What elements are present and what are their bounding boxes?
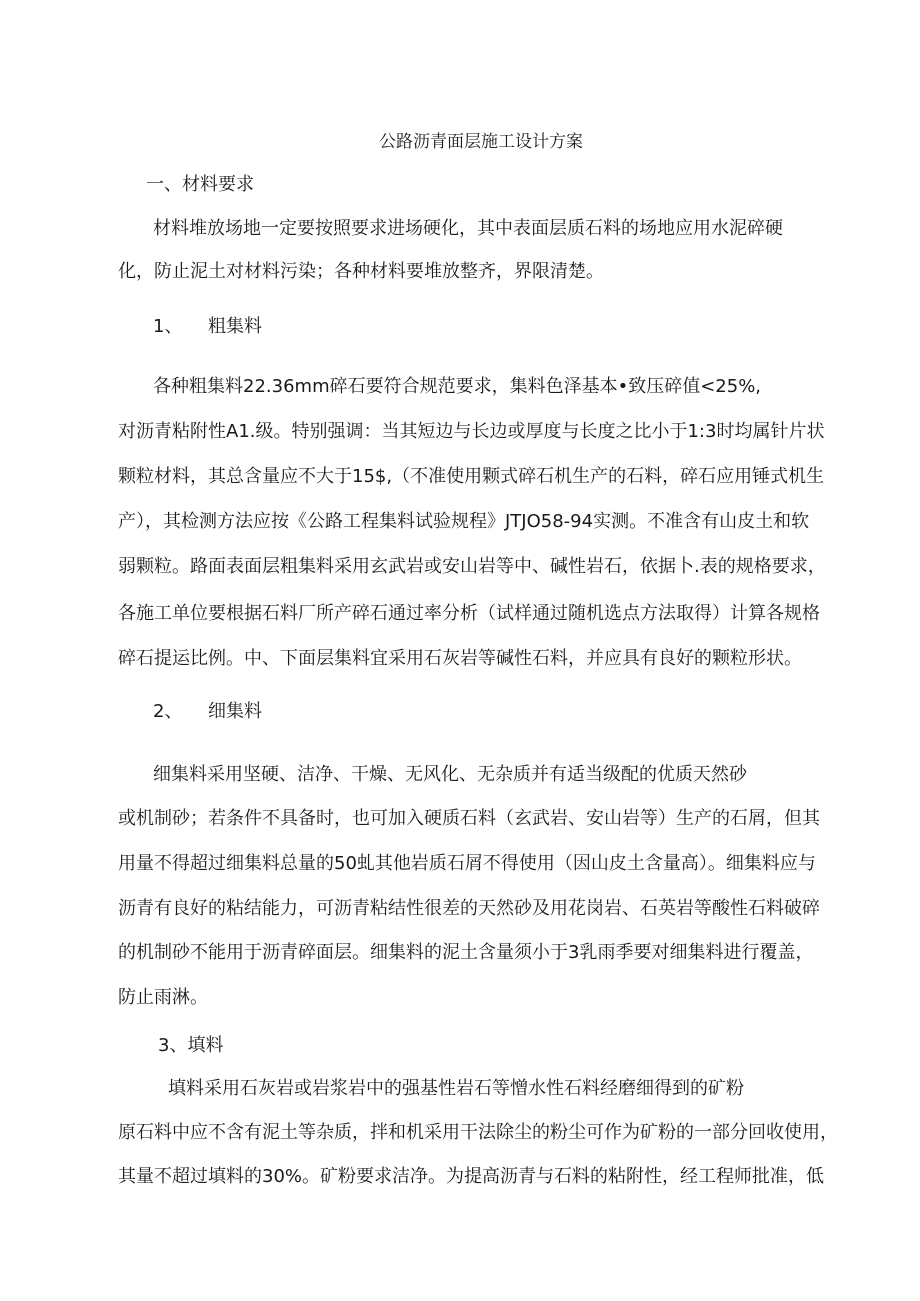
paragraph-line: 颗粒材料，其总含量应不大于15$,（不准使用颗式碎石机生产的石料，碎石应用锤式机生 [118,466,825,487]
paragraph-line: 填料采用石灰岩或岩浆岩中的强基性岩石等憎水性石料经磨细得到的矿粉 [168,1078,744,1099]
paragraph-line: 沥青有良好的粘结能力，可沥青粘结性很差的天然砂及用花岗岩、石英岩等酸性石料破碎 [118,898,820,919]
paragraph-line: 原石料中应不含有泥土等杂质，拌和机采用干法除尘的粉尘可作为矿粉的一部分回收使用， [118,1122,838,1143]
paragraph-line: 对沥青粘附性A1.级。特别强调：当其短边与长边或厚度与长度之比小于1:3时均属针片状 [118,421,825,442]
paragraph-line: 各种粗集料22.36mm碎石要符合规范要求，集料色泽基本•致压碎值<25%, [153,376,762,397]
page-title: 公路沥青面层施工设计方案 [379,132,583,152]
section-heading-materials: 一、材料要求 [146,174,254,195]
paragraph-line: 或机制砂；若条件不具备时，也可加入硬质石料（玄武岩、安山岩等）生产的石屑，但其 [118,808,820,829]
subsection-heading-fine-aggregate: 细集料 [208,701,262,722]
paragraph-line: 化，防止泥土对材料污染；各种材料要堆放整齐，界限清楚。 [118,261,604,282]
paragraph-line: 的机制砂不能用于沥青碎面层。细集料的泥土含量须小于3乳雨季要对细集料进行覆盖， [118,942,814,963]
subsection-number: 1、 [153,316,183,337]
subsection-heading-coarse-aggregate: 粗集料 [208,316,262,337]
paragraph-line: 产），其检测方法应按《公路工程集料试验规程》JTJO58-94实测。不准含有山皮土和软 [118,511,810,532]
paragraph-line: 用量不得超过细集料总量的50虬其他岩质石屑不得使用（因山皮土含量高）。细集料应与 [118,853,816,874]
subsection-heading-filler: 3、填料 [158,1035,224,1056]
paragraph-line: 防止雨淋。 [118,987,208,1008]
paragraph-line: 各施工单位要根据石料厂所产碎石通过率分析（试样通过随机选点方法取得）计算各规格 [118,603,820,624]
subsection-number: 2、 [153,701,183,722]
paragraph-line: 其量不超过填料的30%。矿粉要求洁净。为提高沥青与石料的粘附性，经工程师批准，低 [118,1166,825,1187]
paragraph-line: 细集料采用坚硬、洁净、干燥、无风化、无杂质并有适当级配的优质天然砂 [153,764,747,785]
paragraph-line: 材料堆放场地一定要按照要求进场硬化，其中表面层质石料的场地应用水泥碎硬 [153,218,783,239]
paragraph-line: 弱颗粒。路面表面层粗集料采用玄武岩或安山岩等中、碱性岩石，依据卜.表的规格要求， [118,556,826,577]
paragraph-line: 碎石提运比例。中、下面层集料宜采用石灰岩等碱性石料，并应具有良好的颗粒形状。 [118,648,802,669]
